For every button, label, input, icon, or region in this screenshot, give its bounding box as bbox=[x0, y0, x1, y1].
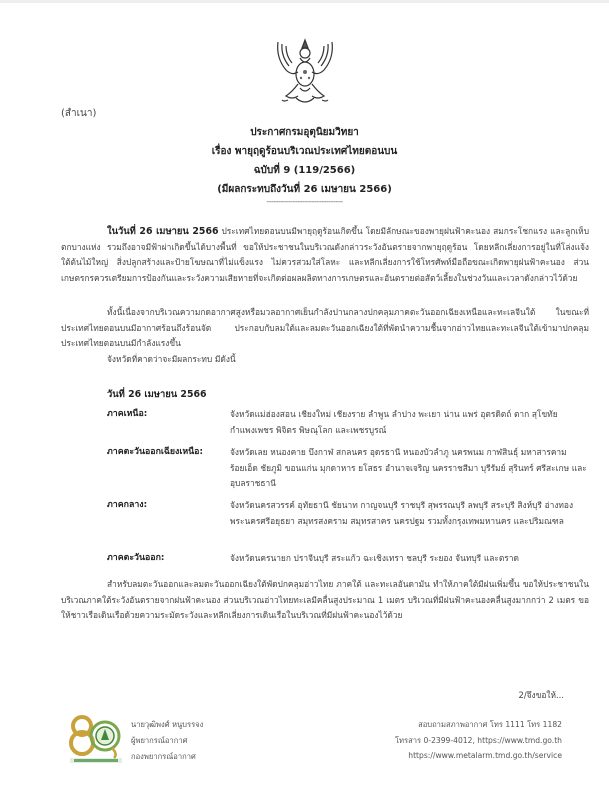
region-provinces: จังหวัดนครสวรรค์ อุทัยธานี ชัยนาท กาญจนบุรี ราชบุรี สุพรรณบุรี ลพบุรี สระบุรี สิงห์บุรี อ่างทอง พระนครศรีอยุธยา สมุทรสงคราม สมุทรสาคร นครปฐม รวมทั้งกรุงเทพมหานคร และปริมณฑล bbox=[230, 500, 574, 526]
paragraph-1 bbox=[61, 224, 589, 286]
region-label: ภาคกลาง: bbox=[107, 500, 148, 510]
region-central bbox=[107, 498, 589, 529]
signatory-division: กองพยากรณ์อากาศ bbox=[131, 752, 196, 761]
paragraph-3: จังหวัดที่คาดว่าจะมีผลกระทบ มีดังนี้ bbox=[107, 354, 236, 364]
region-east bbox=[107, 551, 589, 567]
paragraph-1-body: ประเทศไทยตอนบนมีพายุฤดูร้อนเกิดขึ้น โดยมีลักษณะของพายุฝนฟ้าคะนอง สมกระโชกแรง และลูกเห็บตกบางแห่ง รวมถึงอาจมีฟ้าผ่าเกิดขึ้นได้บางพื้นที่ ขอให้ประชาชนในบริเวณดังกล่าวระวังอันตรายจากพายุฤดูร้อน โดยหลีกเลี่ยงการอยู่ในที่โล่งแจ้ง ใต้ต้นไม้ใหญ่ สิ่งปลูกสร้างและป้ายโฆษณาที่ไม่แข็งแรง ไม่ควรสวมใส่โลหะ และหลีกเลี่ยงการใช้โทรศัพท์มือถือขณะเกิดพายุฝนฟ้าคะนอง ส่วนเกษตรกรควรเตรียมการป้องกันและระวังความเสียหายที่จะเกิดต่อผลผลิตทางการเกษตรและอันตรายต่อสัตว์เลี้ยงในช่วงวันและเวลาดังกล่าวไว้ด้วย bbox=[61, 226, 590, 283]
contact-phone: สอบถามสภาพอากาศ โทร 1111 โทร 1182 bbox=[418, 720, 562, 729]
region-label: ภาคเหนือ: bbox=[107, 409, 148, 419]
forecast-date: วันที่ 26 เมษายน 2566 bbox=[107, 389, 207, 400]
signatory-position: ผู้พยากรณ์อากาศ bbox=[131, 736, 188, 745]
signatory-name: นายวุฒิพงศ์ หนูบรรจง bbox=[131, 720, 204, 729]
copy-label: (สำเนา) bbox=[61, 108, 97, 119]
announcement-subject: เรื่อง พายุฤดูร้อนบริเวณประเทศไทยตอนบน bbox=[211, 146, 398, 157]
region-northeast bbox=[107, 445, 589, 492]
contact-fax-website[interactable]: โทรสาร 0-2399-4012, https://www.tmd.go.th bbox=[394, 736, 562, 745]
announcement-effective-date: (มีผลกระทบถึงวันที่ 26 เมษายน 2566) bbox=[217, 184, 392, 195]
region-north bbox=[107, 407, 589, 438]
contact-metalarm-link[interactable]: https://www.metalarm.tmd.go.th/service bbox=[408, 751, 562, 760]
garuda-emblem-icon bbox=[272, 36, 338, 108]
separator: -------------------------------- bbox=[266, 197, 343, 206]
region-label: ภาคตะวันออก: bbox=[107, 553, 165, 563]
region-label: ภาคตะวันออกเฉียงเหนือ: bbox=[107, 447, 203, 457]
tmd-80-logo-icon bbox=[68, 712, 124, 768]
region-provinces: จังหวัดนครนายก ปราจีนบุรี สระแก้ว ฉะเชิงเทรา ชลบุรี ระยอง จันทบุรี และตราด bbox=[230, 553, 519, 563]
paragraph-1-lead: ในวันที่ 26 เมษายน 2566 bbox=[107, 226, 219, 237]
paragraph-2: ทั้งนี้เนื่องจากบริเวณความกดอากาศสูงหรือมวลอากาศเย็นกำลังปานกลางปกคลุมภาคตะวันออกเฉียงเหนือและทะเลจีนใต้ ในขณะที่ประเทศไทยตอนบนมีอากาศร้อนถึงร้อนจัด ประกอบกับลมใต้และลมตะวันออกเฉียงใต้ที่พัดนำความชื้นจากอ่าวไทยและทะเลจีนใต้เข้ามาปกคลุมประเทศไทยตอนบนมีกำลังแรงขึ้น bbox=[61, 307, 589, 349]
announcement-title: ประกาศกรมอุตุนิยมวิทยา bbox=[250, 127, 359, 138]
top-border bbox=[0, 0, 609, 3]
region-provinces: จังหวัดเลย หนองคาย บึงกาฬ สกลนคร อุดรธานี หนองบัวลำภู นครพนม กาฬสินธุ์ มหาสารคาม ร้อยเอ็ด ชัยภูมิ ขอนแก่น มุกดาหาร ยโสธร อำนาจเจริญ นครราชสีมา บุรีรัมย์ สุรินทร์ ศรีสะเกษ และอุบลราชธานี bbox=[230, 447, 587, 489]
paragraph-4: สำหรับลมตะวันออกและลมตะวันออกเฉียงใต้พัดปกคลุมอ่าวไทย ภาคใต้ และทะเลอันดามัน ทำให้ภาคใต้มีฝนเพิ่มขึ้น ขอให้ประชาชนในบริเวณภาคใต้ระวังอันตรายจากฝนฟ้าคะนอง ส่วนบริเวณอ่าวไทยทะเลมีคลื่นสูงประมาณ 1 เมตร บริเวณที่มีฝนฟ้าคะนองคลื่นสูงมากกว่า 2 เมตร ขอให้ชาวเรือเดินเรือด้วยความระมัดระวังและหลีกเลี่ยงการเดินเรือในบริเวณที่มีฝนฟ้าคะนองไว้ด้วย bbox=[61, 579, 589, 621]
announcement-issue: ฉบับที่ 9 (119/2566) bbox=[253, 165, 356, 176]
page-continuation: 2/จึงขอให้... bbox=[518, 690, 564, 700]
region-provinces: จังหวัดแม่ฮ่องสอน เชียงใหม่ เชียงราย ลำพูน ลำปาง พะเยา น่าน แพร่ อุตรดิตถ์ ตาก สุโขทัย กำแพงเพชร พิจิตร พิษณุโลก และเพชรบูรณ์ bbox=[230, 409, 558, 435]
